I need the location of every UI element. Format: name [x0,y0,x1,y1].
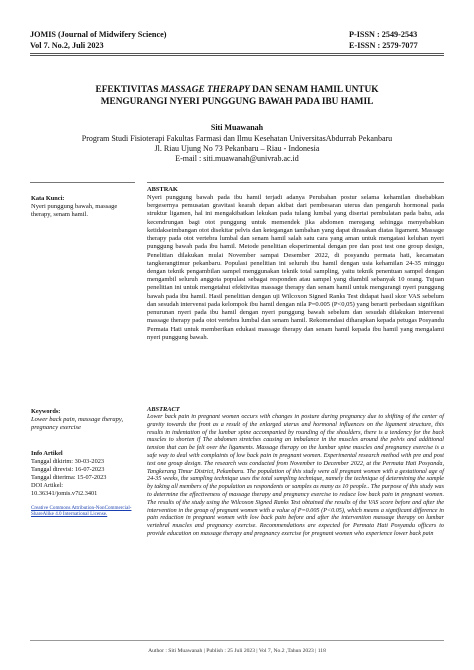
submitted-date: Tanggal dikirim: 30-03-2023 [31,458,105,465]
keywords-text: Lower back pain, massage therapy, pregnancy exercise [31,416,124,432]
page-footer: Author : Siti Muawanah | Publish : 25 Juli 2023 | Vol 7, No.2 ,Tahun 2023 | 118 [148,648,326,654]
journal-name: JOMIS (Journal of Midwifery Science) [30,30,167,39]
affiliation-line: Program Studi Fisioterapi Fakultas Farmasi dan Ilmu Kesehatan UniversitasAbdurrab Pekanbaru [81,134,393,143]
title-part: DAN SENAM HAMIL UNTUK [249,85,379,95]
author-affiliation [30,134,444,164]
title-line-2: MENGURANGI NYERI PUNGGUNG BAWAH PADA IBU HAMIL [100,96,374,107]
footer-divider [30,640,444,641]
eissn: E-ISSN : 2579-7077 [349,40,418,50]
sidebar-divider [30,182,135,183]
journal-volume: Vol 7. No.2, Juli 2023 [30,40,104,50]
address-line: Jl. Riau Ujung No 73 Pekanbaru – Riau - Indonesia [154,144,320,153]
journal-header-left [30,30,166,51]
info-artikel-list [31,458,136,498]
journal-header-right [349,30,418,51]
author-name: Siti Muawanah [210,123,264,132]
doi-value[interactable]: 10.36341/jomis.v7i2.3401 [31,489,98,497]
title-part: EFEKTIVITAS [95,85,161,95]
info-artikel-label: Info Artikel [31,450,63,457]
abstrak-text: Nyeri punggung bawah pada ibu hamil terjadi adanya Perubahan postur selama kehamilan disebabkan bergesernya pemusatan gravitasi kearah depan akibat dari pembesaran uterus dan pengaruh hormonal pada struktur ligamen, hal ini mengakibatkan lekukan pada tulang lumbal yang disertai pembulatan pada bahu, ada kecendrungan bagi otot punggung untuk memendek jika abdomen meregang sehingga menyebabkan ketidakseimbangan otot disekitar pelvis dan ketegangan tambahan yang dapat dirasakan diatas ligament. Massage therapy pada otot vertebra lumbal dan senam hamil salah satu cara yang aman untuk mengatasi keluhan nyeri punggung bawah pada ibu hamil. Metode penelitian eksperimental dengan pre dan post test one group design, Penelitian dilakukan mulai November sampai Desember 2022, di posyandu permata hati, kecamatan tangkerangtimur pekanbaru. Populasi penelitian ini seluruh ibu hamil dengan usia kehamilan 24-35 minggu dengan teknik pengambilan sampel menggunakan teknik total sampling, yaitu teknik penentuan sampel dengan mengambil seluruh anggota populasi sebagai responden atau sampel yang diambil sebanyak 10 orang. Tujuan penelitian ini untuk mengetahui efektivitas massage therapy dan senam hamil untuk mengurangi nyeri punggung bawah pada ibu hamil. Hasil penelitian dengan uji Wilcoxon Signed Ranks Test didapat hasil skor VAS sebelum dan sesudah intervensi pada kelompok ibu hamil dengan nila P=0.005 (P<0,05) yang berarti perbedaan signifikan penurunan nyeri pada ibu hamil dengan nyeri punggung bawah sebelum dan sesudah dilakukan intervensi massage therapy pada otot vertebra lumbal dan senam hamil. Rekomendasi diharapkan kepada petugas Posyandu Permata Hati untuk memberikan edukasi massage therapy dan senam hamil kepada ibu hamil yang mengalami nyeri punggung bawah. [147,194,444,341]
revised-date: Tanggal direvisi: 16-07-2023 [31,465,105,473]
header-divider-second [30,55,444,56]
keywords-label: Keywords: [31,408,61,415]
doi-label: DOI Artikel: [31,481,64,489]
abstrak-heading: ABSTRAK [147,186,178,193]
abstract-divider [147,182,444,183]
email-line[interactable]: E-mail : siti.muawanah@univrab.ac.id [175,154,299,163]
title-italic-part: MASSAGE THERAPY [160,85,250,95]
license-link[interactable]: Creative Commons Attribution-NonCommercial-ShareAlike 4.0 International License. [31,505,132,518]
accepted-date: Tanggal diterima: 15-07-2023 [31,473,107,481]
kata-kunci-label: Kata Kunci: [31,195,65,202]
article-title [40,85,434,108]
abstract-heading: ABSTRACT [147,406,180,413]
kata-kunci-text: Nyeri punggung bawah, massage therapy, senam hamil. [31,203,118,219]
pissn: P-ISSN : 2549-2543 [349,30,418,39]
header-divider [30,53,444,54]
abstract-text: Lower back pain in pregnant women occurs with changes in posture during pregnancy due to shifting of the center of gravity towards the front as a result of the enlarged uterus and hormonal influences on the ligament structure, this results in indentation of the lumbar spine accompanied by rounding of the shoulders, there is a tendency for the back muscles to shorten if The abdomen stretches causing an imbalance in the muscles around the pelvis and additional tension that can be felt over the ligaments. Massage therapy on the lumbar spine muscles and pregnancy exercise is a safe way to deal with complaints of low back pain in pregnant women. Experimental research method with pre and post test one group design. The research was conducted from November to December 2022, at the Permata Hati Posyanda, Tangkerang Timur District, Pekanbaru. The population of this study were all pregnant women with a gestational age of 24-35 weeks, the sampling technique uses the total sampling technique, namely the technique of determining the sample by taking all members of the population as respondents or samples as many as 10 people.. The purpose of this study was to determine the effectiveness of massage therapy and pregnancy exercise to reduce low back pain in pregnant women. The results of the study using the Wilcoxon Signed Ranks Test obtained the results of the VAS score before and after the intervention in the group of pregnant women with a value of P=0.005 (P<0.05), which means a significant difference in pain reduction in pregnant women with low back pain before and after the intervention massage therapy on lumbar vertebral muscles and pregnancy exercise. Recommendations are expected for Permata Hati Posyandu officers to provide education on massage therapy and pregnancy exercise for pregnant women who experience lower back pain [147,414,444,537]
